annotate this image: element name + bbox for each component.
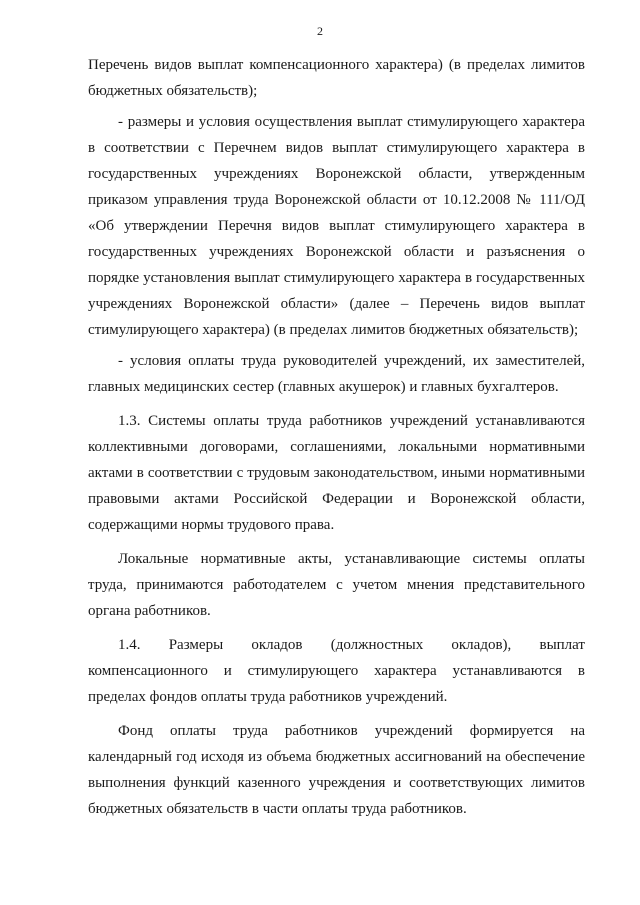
text-line: главных медицинских сестер (главных акушерок) и главных бухгалтеров. — [88, 379, 559, 395]
text-line: органа работников. — [88, 603, 211, 619]
text-line: правовыми актами Российской Федерации и Воронежской области, — [88, 491, 585, 507]
text-line: учреждениях Воронежской области» (далее – Перечень видов выплат — [88, 296, 585, 312]
paragraph — [88, 632, 585, 710]
page-number: 2 — [317, 24, 323, 38]
text-line: 1.3. Системы оплаты труда работников учреждений устанавливаются — [118, 413, 585, 429]
text-line: коллективными договорами, соглашениями, локальными нормативными — [88, 439, 585, 455]
paragraph — [88, 718, 585, 822]
text-line: содержащими нормы трудового права. — [88, 517, 335, 533]
text-line: - размеры и условия осуществления выплат стимулирующего характера — [118, 114, 585, 130]
text-line: 1.4. Размеры окладов (должностных окладов), выплат — [118, 637, 585, 653]
text-line: стимулирующего характера) (в пределах лимитов бюджетных обязательств); — [88, 322, 579, 338]
text-line: труда, принимаются работодателем с учетом мнения представительного — [88, 577, 585, 593]
text-line: календарный год исходя из объема бюджетных ассигнований на обеспечение — [88, 749, 585, 765]
text-line: пределах фондов оплаты труда работников учреждений. — [88, 689, 448, 705]
text-line: государственных учреждениях Воронежской области, утвержденным — [88, 166, 585, 182]
document-body — [88, 52, 585, 822]
text-line: бюджетных обязательств); — [88, 83, 258, 99]
text-line: компенсационного и стимулирующего характера устанавливаются в — [88, 663, 585, 679]
text-line: государственных учреждениях Воронежской области и разъяснения о — [88, 244, 585, 260]
text-line: «Об утверждении Перечня видов выплат стимулирующего характера в — [88, 218, 585, 234]
text-line: - условия оплаты труда руководителей учреждений, их заместителей, — [118, 353, 585, 369]
text-line: в соответствии с Перечнем видов выплат стимулирующего характера в — [88, 140, 585, 156]
paragraph — [88, 408, 585, 538]
paragraph — [88, 52, 585, 104]
text-line: Локальные нормативные акты, устанавливающие системы оплаты — [118, 551, 585, 567]
text-line: порядке установления выплат стимулирующего характера в государственных — [88, 270, 585, 286]
text-line: актами в соответствии с трудовым законодательством, иными нормативными — [88, 465, 585, 481]
text-line: Перечень видов выплат компенсационного характера) (в пределах лимитов — [88, 57, 585, 73]
paragraph — [88, 109, 585, 343]
paragraph — [88, 546, 585, 624]
text-line: бюджетных обязательств в части оплаты труда работников. — [88, 801, 467, 817]
text-line: приказом управления труда Воронежской области от 10.12.2008 № 111/ОД — [88, 192, 585, 208]
text-line: Фонд оплаты труда работников учреждений формируется на — [118, 723, 585, 739]
text-line: выполнения функций казенного учреждения и соответствующих лимитов — [88, 775, 585, 791]
paragraph — [88, 348, 585, 400]
